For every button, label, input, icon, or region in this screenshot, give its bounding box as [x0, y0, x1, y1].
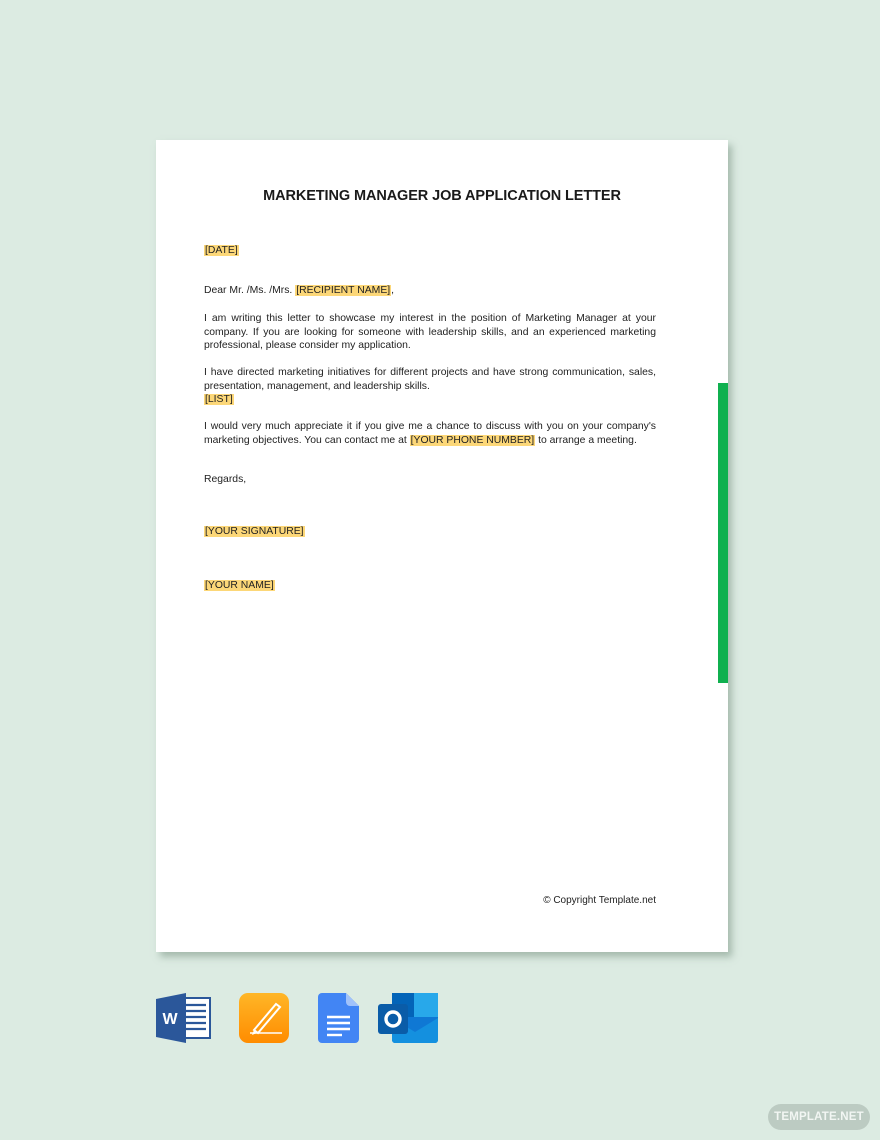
paragraph-experience-text: I have directed marketing initiatives for different projects and have strong communication, sales, presentation, management, and leadership skills. [204, 367, 656, 392]
document-title: MARKETING MANAGER JOB APPLICATION LETTER [263, 188, 621, 204]
svg-text:W: W [162, 1011, 178, 1028]
paragraph-contact-text-2: to arrange a meeting. [538, 434, 637, 446]
date-placeholder[interactable]: [DATE] [205, 245, 238, 256]
salutation-line [204, 284, 656, 298]
pages-icon[interactable] [238, 992, 290, 1049]
date-line [204, 244, 656, 258]
paragraph-experience [204, 366, 656, 407]
copyright-notice: © Copyright Template.net [543, 895, 656, 906]
scroll-indicator-bar[interactable] [718, 383, 728, 683]
name-placeholder[interactable]: [YOUR NAME] [205, 580, 274, 591]
salutation-suffix: , [391, 285, 395, 296]
list-placeholder[interactable]: [LIST] [205, 394, 233, 405]
salutation-prefix: Dear Mr. /Ms. /Mrs. [204, 285, 293, 296]
recipient-placeholder[interactable]: [RECIPIENT NAME] [296, 285, 391, 296]
signature-placeholder[interactable]: [YOUR SIGNATURE] [205, 526, 304, 537]
word-icon[interactable] [156, 992, 212, 1049]
phone-placeholder[interactable]: [YOUR PHONE NUMBER] [410, 434, 535, 446]
outlook-icon[interactable] [378, 992, 440, 1049]
template-net-watermark[interactable]: TEMPLATE.NET [768, 1104, 870, 1130]
signature-line [204, 525, 656, 539]
paragraph-contact-text-1: I would very much appreciate it if you give me a chance to discuss with you on your company's marketing objectives. You can contact me at [204, 421, 656, 446]
closing: Regards, [204, 474, 247, 485]
document-page [156, 140, 728, 952]
name-line [204, 579, 656, 593]
paragraph-interest: I am writing this letter to showcase my interest in the position of Marketing Manager at your company. If you are looking for someone with leadership skills, and an experienced marketing professional, please consider my application. [204, 313, 656, 351]
google-docs-icon[interactable] [318, 992, 360, 1049]
paragraph-contact [204, 420, 656, 447]
